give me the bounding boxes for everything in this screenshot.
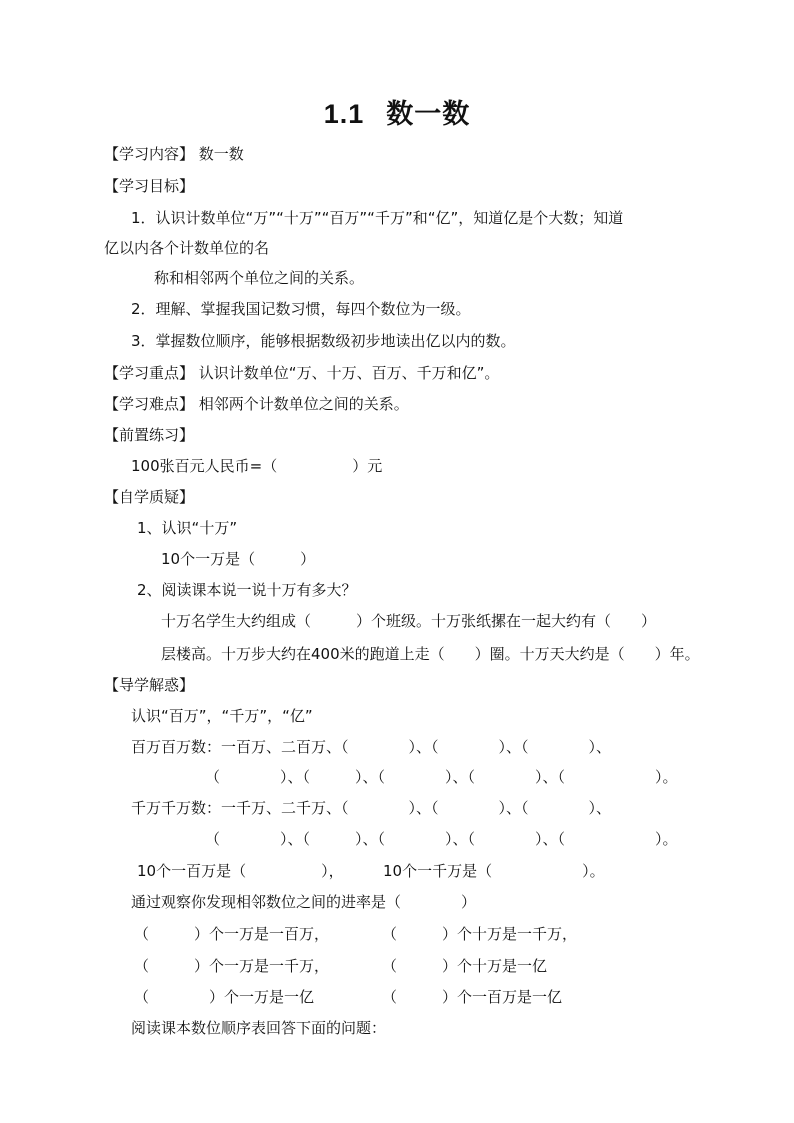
self-study-question-2a: 十万名学生大约组成（ ）个班级。十万张纸摞在一起大约有（ ） xyxy=(161,612,657,630)
ten-ten-million-question: 10个一千万是（ ）。 xyxy=(383,862,605,880)
preview-question-1: 100张百元人民币=（ ）元 xyxy=(131,457,383,475)
content-text: 数一数 xyxy=(198,145,244,163)
rate-question-1b: （ ）个十万是一千万， xyxy=(382,925,578,943)
reading-instruction: 阅读课本数位顺序表回答下面的问题： xyxy=(131,1019,387,1037)
difficulty-text: 相邻两个计数单位之间的关系。 xyxy=(198,395,409,413)
goal-item-1c: 称和相邻两个单位之间的关系。 xyxy=(154,269,365,287)
rate-question-1a: （ ）个一万是一百万， xyxy=(134,925,330,943)
key-point-line xyxy=(104,363,499,383)
rate-question-2b: （ ）个十万是一亿 xyxy=(382,957,548,975)
difficulty-line xyxy=(104,394,409,414)
ten-hundred-million-question: 10个一百万是（ ）， xyxy=(137,862,344,880)
difficulty-label: 【学习难点】 xyxy=(104,395,195,413)
rate-question-3b: （ ）个一百万是一亿 xyxy=(382,988,563,1006)
guide-intro: 认识“百万”，“千万”，“亿” xyxy=(131,707,313,725)
goal-item-2: 2．理解、掌握我国记数习惯，每四个数位为一级。 xyxy=(131,300,471,318)
title-number: 1.1 xyxy=(323,99,365,129)
self-study-title-2: 2、阅读课本说一说十万有多大？ xyxy=(137,581,357,599)
self-study-question-2b: 层楼高。十万步大约在400米的跑道上走（ ）圈。十万天大约是（ ）年。 xyxy=(161,645,700,663)
guide-label: 【导学解惑】 xyxy=(104,676,195,694)
preview-label: 【前置练习】 xyxy=(104,426,195,444)
goal-item-1a: 1．认识计数单位“万”“十万”“百万”“千万”和“亿”，知道亿是个大数；知道 xyxy=(131,209,624,227)
goal-item-1b: 亿以内各个计数单位的名 xyxy=(104,239,270,257)
rate-question: 通过观察你发现相邻数位之间的进率是（ ） xyxy=(131,893,477,911)
key-point-text: 认识计数单位“万、十万、百万、千万和亿”。 xyxy=(198,364,500,382)
ten-million-count-row-1: 千万千万数：一千万、二千万、（ ）、（ ）、（ ）、 xyxy=(131,799,612,817)
key-point-label: 【学习重点】 xyxy=(104,364,195,382)
goals-label: 【学习目标】 xyxy=(104,177,195,195)
content-label: 【学习内容】 xyxy=(104,145,195,163)
goal-item-3: 3．掌握数位顺序，能够根据数级初步地读出亿以内的数。 xyxy=(131,332,516,350)
hundred-million-count-row-2: （ ）、（ ）、（ ）、（ ）、（ ）。 xyxy=(205,768,678,786)
title-text: 数一数 xyxy=(386,99,471,129)
content-line xyxy=(104,144,244,164)
page-title xyxy=(0,92,794,131)
ten-million-count-row-2: （ ）、（ ）、（ ）、（ ）、（ ）。 xyxy=(205,830,678,848)
self-study-title-1: 1、认识“十万” xyxy=(137,519,238,537)
rate-question-3a: （ ）个一万是一亿 xyxy=(134,988,315,1006)
self-study-question-1: 10个一万是（ ） xyxy=(161,550,316,568)
hundred-million-count-row-1: 百万百万数：一百万、二百万、（ ）、（ ）、（ ）、 xyxy=(131,738,612,756)
self-study-label: 【自学质疑】 xyxy=(104,488,195,506)
rate-question-2a: （ ）个一万是一千万， xyxy=(134,957,330,975)
